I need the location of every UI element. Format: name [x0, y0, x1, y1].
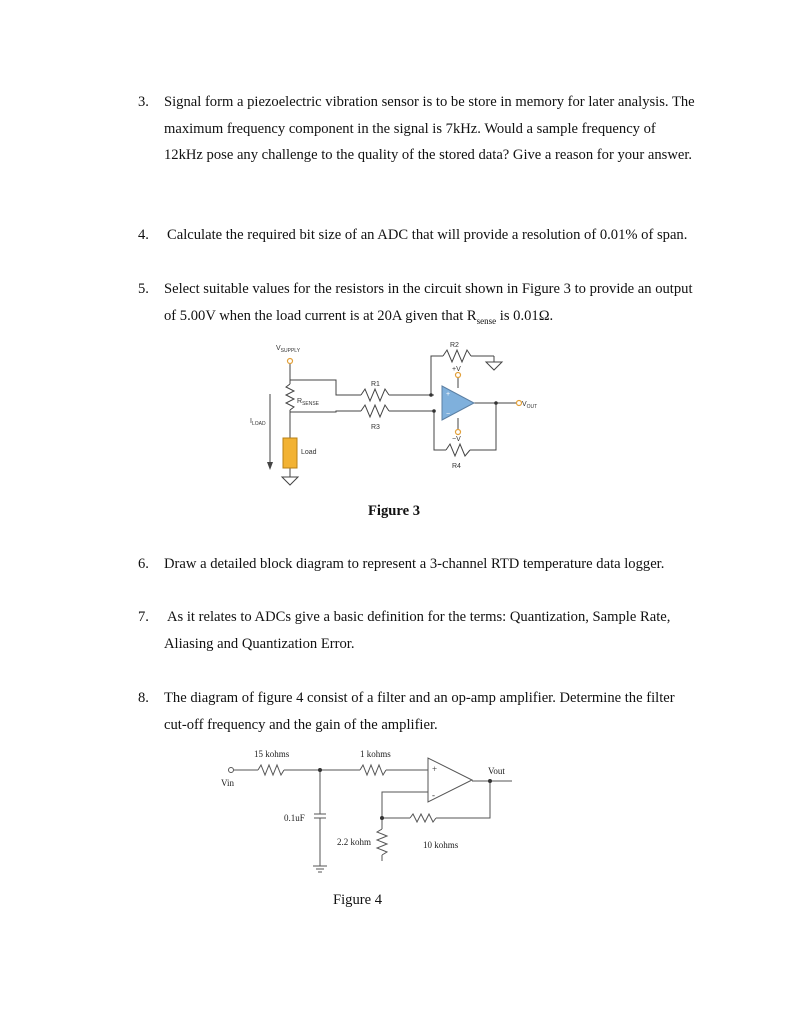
question-text: Draw a detailed block diagram to represent a 3-channel RTD temperature data logger.: [164, 556, 665, 572]
negative-supply-label: −V: [452, 436, 461, 443]
load-block: [283, 438, 297, 468]
question-6: [138, 551, 698, 578]
question-text: Select suitable values for the resistors in the circuit shown in Figure 3 to provide an output of 5.00V when the load current is at 20A given that $R_{sense}$ is 0.01Ω.: [164, 281, 693, 326]
figure-4-circuit: [220, 745, 540, 885]
r1-label: R1: [371, 381, 380, 388]
question-number: 7.: [138, 609, 149, 625]
question-text: Calculate the required bit size of an ADC that will provide a resolution of 0.01% of span.: [167, 227, 688, 243]
iload-label: $I_{LOAD}$: [250, 418, 266, 427]
positive-supply-node: [456, 373, 461, 378]
vout-node: [517, 401, 522, 406]
negative-supply-node: [456, 430, 461, 435]
r3-label: R3: [371, 424, 380, 431]
figure-3-circuit: [248, 340, 548, 490]
question-4: [138, 222, 698, 249]
rsense-label: $R_{SENSE}$: [297, 398, 320, 407]
capacitor-label: 0.1uF: [284, 813, 305, 823]
figure-4-caption: Figure 4: [333, 892, 383, 908]
question-text: Signal form a piezoelectric vibration sensor is to be store in memory for later analysis. The maximum frequency component in the signal is 7kHz. Would a sample frequency of 12kHz pose any challenge to the quality of the stored data? Give a reason for your answer.: [164, 94, 695, 163]
question-text: The diagram of figure 4 consist of a filter and an op-amp amplifier. Determine the filter cut-off frequency and the gain of the amplifier.: [164, 690, 675, 733]
question-number: 5.: [138, 281, 149, 297]
vout-label: Vout: [488, 766, 505, 776]
question-8: [138, 685, 698, 738]
resistor-1k-label: 1 kohms: [360, 749, 391, 759]
question-number: 3.: [138, 94, 149, 110]
supply-node: [288, 359, 293, 364]
svg-text:−: −: [446, 411, 451, 418]
question-7: [138, 604, 698, 657]
fig4-minus-sign: -: [432, 790, 435, 800]
svg-text:+: +: [446, 391, 451, 398]
question-5: [138, 276, 698, 334]
fig4-plus-sign: +: [432, 764, 438, 774]
load-label: Load: [301, 449, 317, 456]
r4-label: R4: [452, 463, 461, 470]
question-number: 6.: [138, 556, 149, 572]
vout-label: $V_{OUT}$: [522, 401, 538, 410]
vin-terminal: [229, 768, 234, 773]
vin-label: Vin: [221, 778, 234, 788]
question-text: As it relates to ADCs give a basic definition for the terms: Quantization, Sample Rate, Aliasing and Quantization Error.: [164, 609, 671, 652]
question-3: [138, 89, 698, 169]
resistor-10k-label: 10 kohms: [423, 840, 459, 850]
vsupply-label: $V_{SUPPLY}$: [276, 345, 301, 354]
question-number: 4.: [138, 227, 149, 243]
positive-supply-label: +V: [452, 366, 461, 373]
question-number: 8.: [138, 690, 149, 706]
resistor-2k2-label: 2.2 kohm: [337, 837, 372, 847]
figure-3-caption: Figure 3: [368, 503, 421, 519]
r2-label: R2: [450, 342, 459, 349]
resistor-15k-label: 15 kohms: [254, 749, 290, 759]
subscript-sense: sense: [476, 315, 497, 326]
